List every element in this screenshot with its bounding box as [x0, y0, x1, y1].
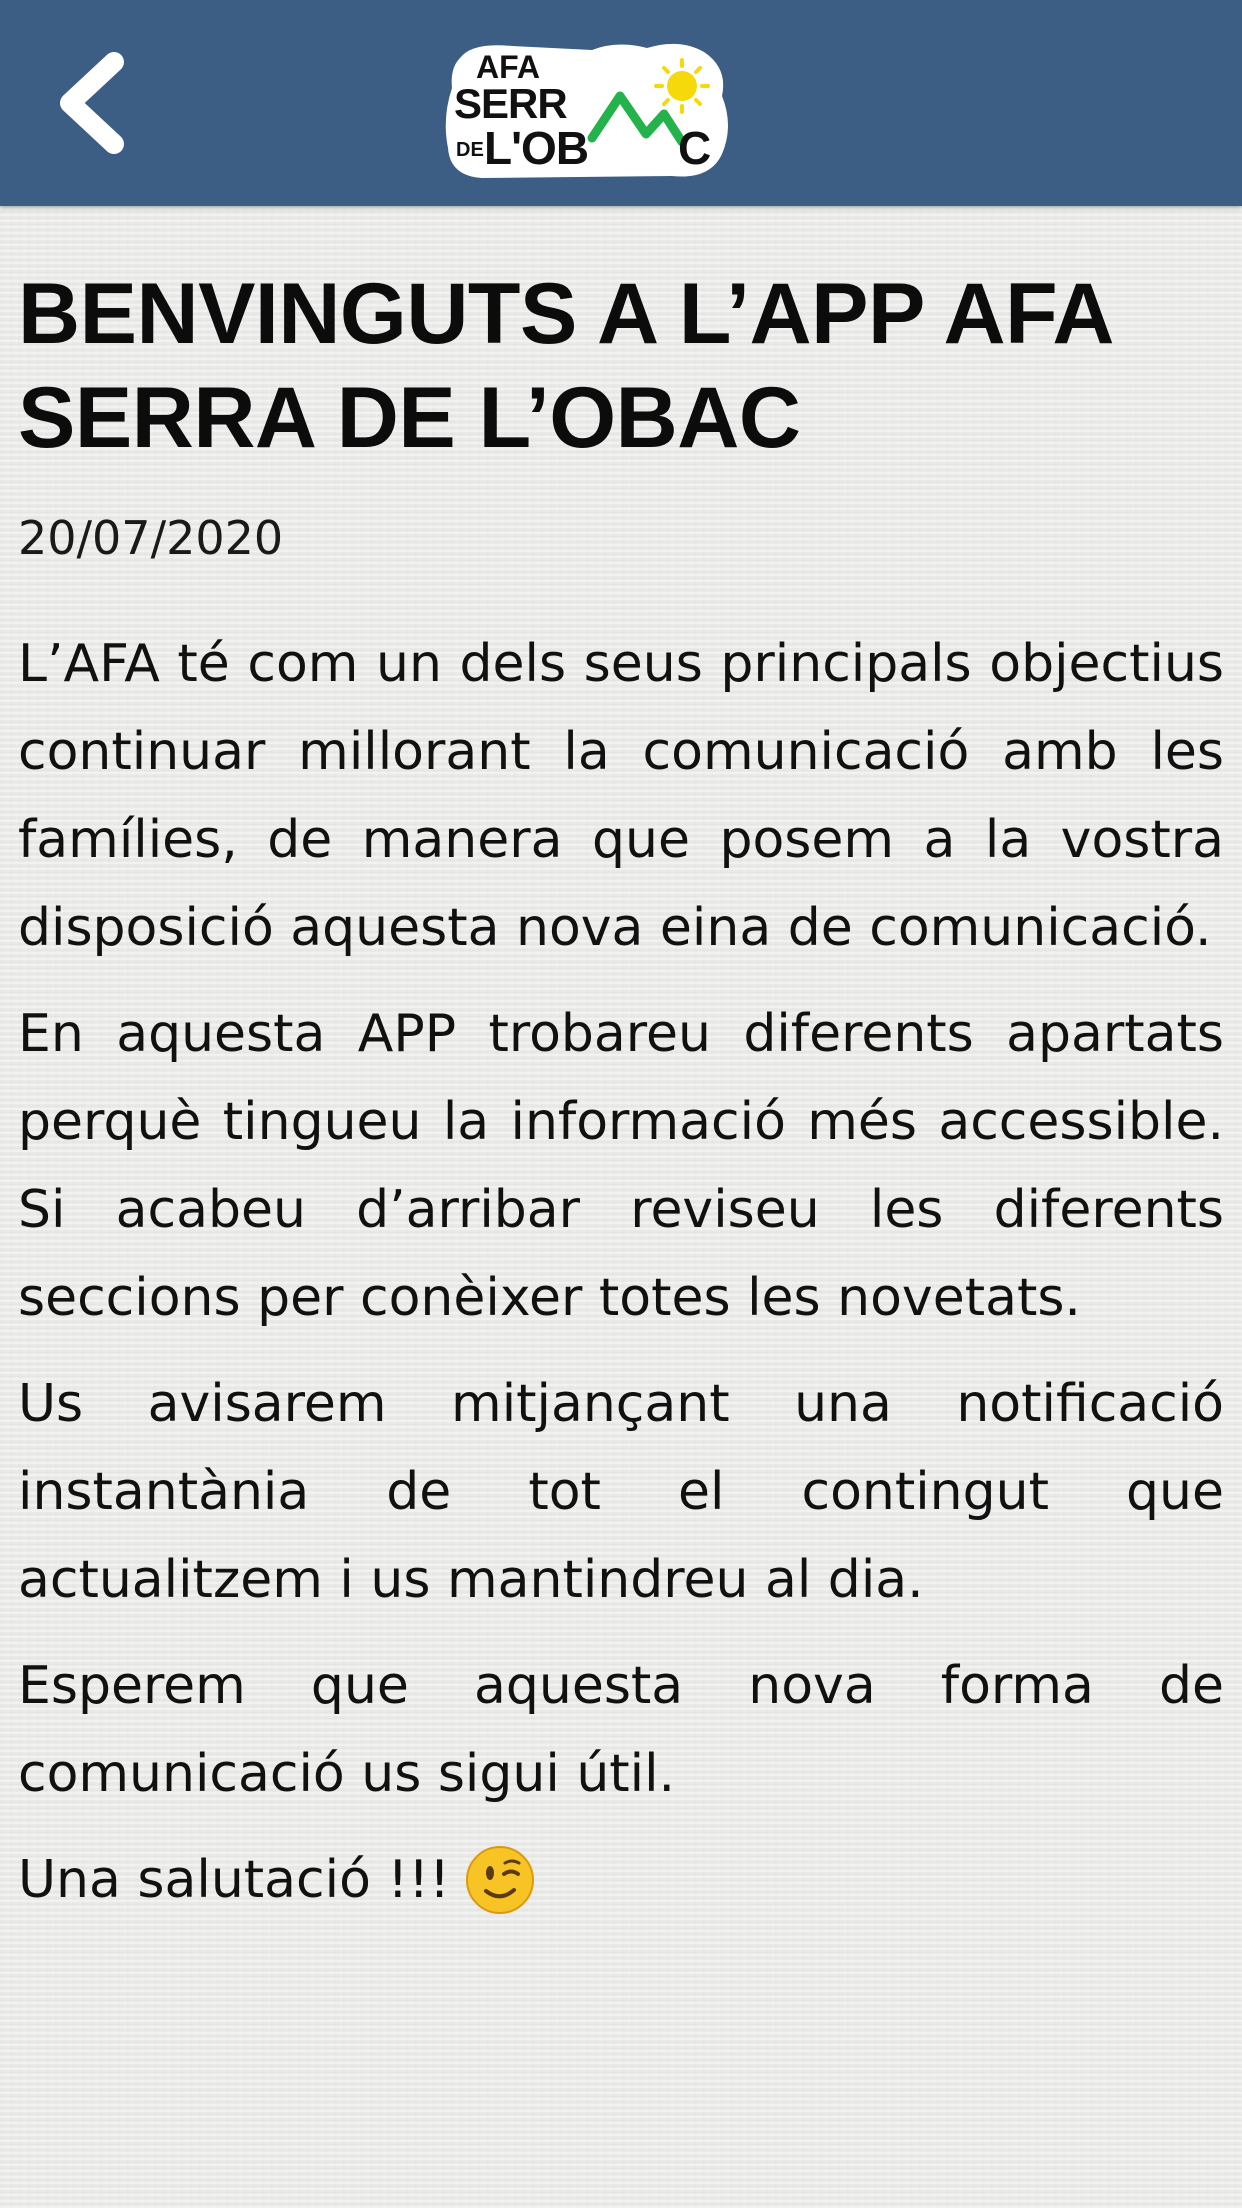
sun-icon — [656, 60, 708, 112]
chevron-left-icon — [70, 62, 114, 144]
svg-text:C: C — [678, 122, 712, 174]
winking-face-emoji-icon — [464, 1844, 536, 1916]
article-paragraph: En aquesta APP trobareu diferents apartats perquè tingueu la informació més accessible. Si acabeu d’arribar reviseu les diferents seccions per conèixer totes les novetats. — [18, 1004, 1224, 1328]
article-paragraph: Esperem que aquesta nova forma de comunicació us sigui útil. — [18, 1656, 1224, 1804]
article-title: BENVINGUTS A L’APP AFA SERRA DE L’OBAC — [18, 266, 1111, 466]
article-date: 20/07/2020 — [18, 511, 284, 565]
article-closing — [18, 1836, 536, 1924]
closing-text: Una salutació !!! — [18, 1850, 450, 1910]
article-paragraph: Us avisarem mitjançant una notificació instantània de tot el contingut que actualitzem i us mantindreu al dia. — [18, 1374, 1224, 1610]
article-body — [18, 620, 1224, 1924]
svg-text:AFA: AFA — [476, 49, 540, 85]
afa-serra-de-lobac-logo — [442, 38, 732, 183]
back-button[interactable] — [44, 48, 144, 158]
svg-text:L'OB: L'OB — [484, 122, 589, 174]
app-header — [0, 0, 1242, 206]
svg-text:SERR: SERR — [454, 80, 567, 127]
svg-text:DE: DE — [456, 139, 484, 161]
article-content — [18, 262, 1224, 1924]
article-paragraph: L’AFA té com un dels seus principals objectius continuar millorant la comunicació amb les famílies, de manera que posem a la vostra disposició aquesta nova eina de comunicació. — [18, 634, 1224, 958]
